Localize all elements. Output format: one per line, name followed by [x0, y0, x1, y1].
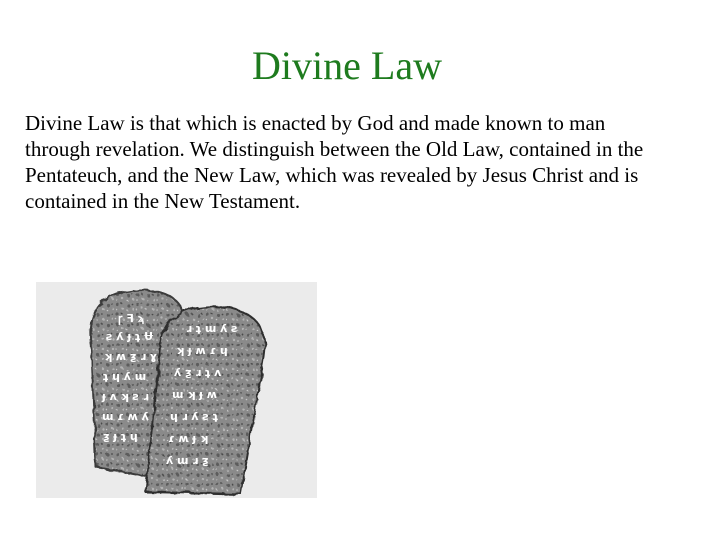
svg-text:ƺ ɟ ʇ ɥ: ƺ ɟ ʇ ɥ [103, 430, 138, 443]
slide-body-text: Divine Law is that which is enacted by God and made known to man through revelation. We distinguish between the Old Law, contained in the Pentateuch, and the New Law, which was revealed by Jesus Christ and is contained in the New Testament. [25, 111, 644, 213]
slide-title: Divine Law [252, 43, 442, 88]
svg-text:ƨ ʎ ɟ ʇ Ʉ: ƨ ʎ ɟ ʇ Ʉ [106, 330, 153, 343]
svg-text:ʞ ɟ ʍ ɾ ɥ: ʞ ɟ ʍ ɾ ɥ [176, 344, 228, 357]
svg-text:ʇ ɥ ʎ ɯ: ʇ ɥ ʎ ɯ [103, 370, 147, 383]
svg-text:ɟ ʌ ʞ ƨ ɹ: ɟ ʌ ʞ ƨ ɹ [102, 390, 149, 403]
svg-text:ꞅ ꟻ ϡ: ꞅ ꟻ ϡ [118, 312, 145, 325]
svg-text:ɾ ʍ ɟ ʞ: ɾ ʍ ɟ ʞ [168, 432, 209, 445]
svg-text:ɯ ɾ ʍ ʎ: ɯ ɾ ʍ ʎ [102, 410, 149, 423]
svg-text:ɯ ʞ ɟ ʍ: ɯ ʞ ɟ ʍ [172, 388, 217, 401]
svg-text:ʎ ƺ ɹ ʇ ʌ: ʎ ƺ ɹ ʇ ʌ [174, 366, 222, 379]
svg-text:ʞ ʍ ƺ ɹ ɣ: ʞ ʍ ƺ ɹ ɣ [104, 350, 157, 363]
svg-text:ɥ ɹ ʎ ƨ ʇ: ɥ ɹ ʎ ƨ ʇ [170, 410, 219, 423]
svg-text:ɹ ʇ ɯ ʎ ƨ: ɹ ʇ ɯ ʎ ƨ [186, 322, 238, 335]
tablets-illustration [36, 282, 317, 498]
svg-text:ʎ ɯ ɹ ƺ: ʎ ɯ ɹ ƺ [166, 454, 209, 467]
ten-commandments-tablets-icon [36, 282, 317, 498]
